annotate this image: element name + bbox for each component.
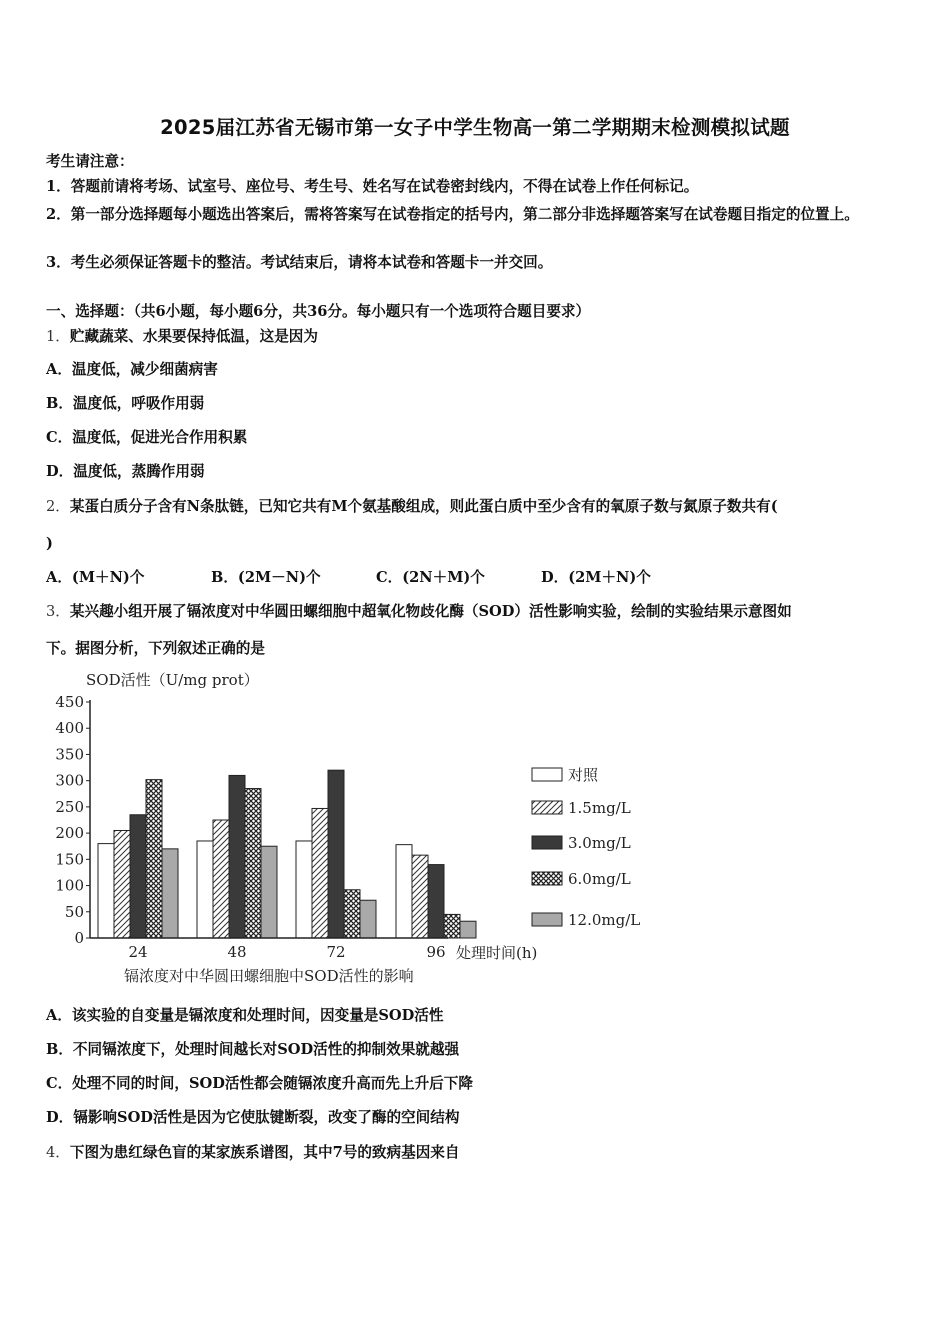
q1-option-b[interactable]: B．温度低，呼吸作用弱 — [46, 395, 205, 412]
page-title: 2025届江苏省无锡市第一女子中学生物高一第二学期期末检测模拟试题 — [160, 116, 790, 139]
y-tick-label: 250 — [55, 797, 84, 816]
bar — [428, 865, 444, 938]
bar — [213, 820, 229, 938]
notice-item-2: 2．第一部分选择题每小题选出答案后，需将答案写在试卷指定的括号内，第二部分非选择题答案写在试卷题目指定的位置上。 — [46, 206, 859, 223]
bar — [412, 855, 428, 938]
q2-option-d[interactable]: D．(2M＋N)个 — [541, 569, 651, 586]
y-tick-label: 350 — [55, 745, 84, 764]
y-tick-label: 400 — [55, 719, 84, 738]
bar — [146, 780, 162, 938]
bar — [229, 775, 245, 938]
bar — [328, 770, 344, 938]
question-3 — [46, 602, 792, 622]
question-number: 2． — [46, 498, 70, 515]
y-tick-label: 300 — [55, 771, 84, 790]
y-tick-label: 0 — [74, 929, 84, 947]
bar — [98, 844, 114, 938]
question-stem: 下图为患红绿色盲的某家族系谱图，其中7号的致病基因来自 — [69, 1144, 460, 1161]
q2-option-c[interactable]: C．(2N＋M)个 — [376, 569, 485, 586]
q2-option-a[interactable]: A．(M＋N)个 — [46, 569, 145, 586]
bar — [460, 921, 476, 938]
y-axis-label: SOD活性（U/mg prot） — [86, 671, 259, 689]
legend-label: 1.5mg/L — [568, 799, 631, 817]
question-2-tail: ) — [46, 535, 53, 552]
question-stem: 某兴趣小组开展了镉浓度对中华圆田螺细胞中超氧化物歧化酶（SOD）活性影响实验，绘制的实验结果示意图如 — [69, 603, 792, 620]
q1-option-a[interactable]: A．温度低，减少细菌病害 — [46, 361, 218, 378]
bar — [296, 841, 312, 938]
x-axis-label: 处理时间(h) — [456, 944, 538, 962]
section-heading: 一、选择题：（共6小题，每小题6分，共36分。每小题只有一个选项符合题目要求） — [46, 303, 591, 320]
bar — [444, 914, 460, 938]
y-tick-label: 200 — [55, 824, 84, 843]
q3-option-b[interactable]: B．不同镉浓度下，处理时间越长对SOD活性的抑制效果就越强 — [46, 1041, 460, 1058]
chart-title: 镉浓度对中华圆田螺细胞中SOD活性的影响 — [124, 967, 414, 985]
legend-label: 3.0mg/L — [568, 834, 631, 852]
y-tick-label: 100 — [55, 876, 84, 895]
notice-heading: 考生请注意： — [46, 153, 134, 170]
notice-item-3: 3．考生必须保证答题卡的整洁。考试结束后，请将本试卷和答题卡一并交回。 — [46, 254, 553, 271]
bar — [312, 808, 328, 938]
question-stem: 贮藏蔬菜、水果要保持低温，这是因为 — [69, 328, 318, 345]
q3-option-c[interactable]: C．处理不同的时间，SOD活性都会随镉浓度升高而先上升后下降 — [46, 1075, 473, 1092]
question-1 — [46, 327, 318, 347]
question-number: 4． — [46, 1144, 70, 1161]
legend-swatch — [532, 913, 562, 926]
bar — [360, 900, 376, 938]
x-tick-label: 48 — [227, 943, 247, 961]
legend-label: 6.0mg/L — [568, 870, 631, 888]
bar — [344, 890, 360, 938]
question-2 — [46, 497, 778, 517]
question-4 — [46, 1143, 460, 1163]
q2-options — [46, 568, 706, 588]
legend-label: 对照 — [568, 766, 599, 784]
x-tick-label: 24 — [128, 943, 148, 961]
legend-swatch — [532, 801, 562, 814]
x-tick-label: 96 — [426, 943, 446, 961]
sod-bar-chart — [46, 666, 656, 990]
y-tick-label: 50 — [64, 902, 84, 921]
legend-swatch — [532, 836, 562, 849]
legend-label: 12.0mg/L — [568, 911, 641, 929]
q2-option-b[interactable]: B．(2M－N)个 — [211, 569, 321, 586]
q3-option-d[interactable]: D．镉影响SOD活性是因为它使肽键断裂，改变了酶的空间结构 — [46, 1109, 460, 1126]
q1-option-d[interactable]: D．温度低，蒸腾作用弱 — [46, 463, 205, 480]
bar — [162, 849, 178, 938]
notice-item-1: 1．答题前请将考场、试室号、座位号、考生号、姓名写在试卷密封线内，不得在试卷上作任何标记。 — [46, 178, 699, 195]
bar — [197, 841, 213, 938]
legend-swatch — [532, 872, 562, 885]
bar — [130, 815, 146, 938]
bar — [114, 830, 130, 938]
y-tick-label: 450 — [55, 693, 84, 711]
legend-swatch — [532, 768, 562, 781]
q3-option-a[interactable]: A．该实验的自变量是镉浓度和处理时间，因变量是SOD活性 — [46, 1007, 444, 1024]
question-number: 1． — [46, 328, 70, 345]
bar — [245, 789, 261, 938]
question-number: 3． — [46, 603, 70, 620]
q1-option-c[interactable]: C．温度低，促进光合作用积累 — [46, 429, 248, 446]
bar — [396, 845, 412, 938]
y-tick-label: 150 — [55, 850, 84, 869]
question-3-tail: 下。据图分析，下列叙述正确的是 — [46, 640, 265, 657]
x-tick-label: 72 — [326, 943, 346, 961]
question-stem: 某蛋白质分子含有N条肽链，已知它共有M个氨基酸组成，则此蛋白质中至少含有的氧原子数与氮原子数共有( — [69, 498, 778, 515]
bar — [261, 846, 277, 938]
